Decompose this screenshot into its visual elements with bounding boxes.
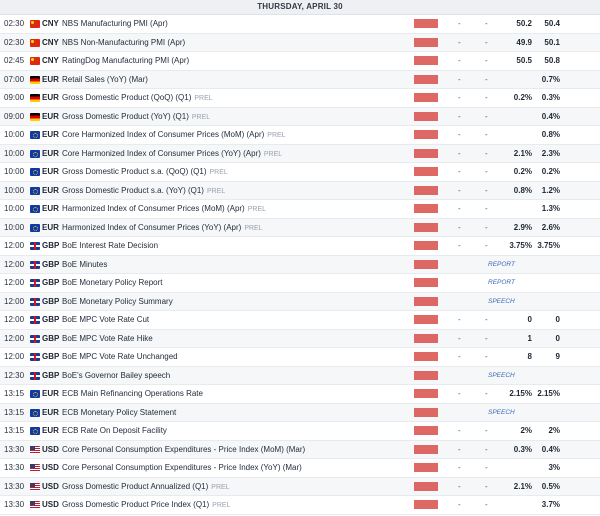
impact-bar bbox=[414, 167, 438, 176]
event-title[interactable]: NBS Manufacturing PMI (Apr) bbox=[62, 19, 168, 28]
previous-value: - bbox=[458, 463, 461, 472]
event-time: 13:30 bbox=[4, 463, 25, 472]
event-name[interactable] bbox=[62, 15, 168, 33]
forecast-value: 9 bbox=[555, 352, 560, 361]
impact-bar bbox=[414, 38, 438, 47]
event-name[interactable] bbox=[62, 367, 170, 385]
impact-bar bbox=[414, 500, 438, 509]
previous-value: - bbox=[458, 74, 461, 84]
actual-value: 50.2 bbox=[516, 19, 532, 28]
event-title[interactable]: Gross Domestic Product (QoQ) (Q1) bbox=[62, 93, 192, 102]
event-time: 10:00 bbox=[4, 204, 25, 213]
previous-value: - bbox=[458, 111, 461, 121]
event-time: 12:00 bbox=[4, 352, 25, 361]
currency-code: GBP bbox=[42, 315, 60, 324]
previous-value: - bbox=[458, 204, 461, 213]
event-title[interactable]: Core Personal Consumption Expenditures - Price Index (MoM) (Mar) bbox=[62, 444, 306, 454]
currency-code: USD bbox=[42, 463, 59, 472]
event-name[interactable] bbox=[62, 256, 107, 274]
consensus-value: - bbox=[485, 222, 488, 232]
currency-code: GBP bbox=[42, 259, 60, 269]
event-type-badge: SPEECH bbox=[488, 297, 515, 305]
currency-code: EUR bbox=[42, 426, 59, 435]
consensus-value: - bbox=[485, 37, 488, 47]
event-time: 09:00 bbox=[4, 93, 25, 102]
actual-value: 0.3% bbox=[513, 444, 532, 454]
consensus-value: - bbox=[485, 56, 488, 65]
event-type-badge: REPORT bbox=[488, 260, 515, 268]
event-row[interactable] bbox=[0, 89, 600, 108]
event-title[interactable]: Gross Domestic Product Annualized (Q1) bbox=[62, 481, 209, 491]
actual-value: 50.5 bbox=[516, 56, 532, 65]
impact-bar bbox=[414, 56, 438, 65]
event-name[interactable] bbox=[62, 108, 210, 126]
event-title[interactable]: Gross Domestic Product s.a. (QoQ) (Q1) bbox=[62, 167, 207, 176]
event-time: 12:00 bbox=[4, 278, 25, 287]
actual-value bbox=[492, 496, 532, 514]
event-name[interactable] bbox=[62, 89, 213, 107]
event-row[interactable] bbox=[0, 311, 600, 330]
consensus-value: - bbox=[485, 352, 488, 361]
impact-bar bbox=[414, 223, 438, 232]
forecast-value: 0 bbox=[555, 333, 560, 343]
event-title[interactable]: Gross Domestic Product Price Index (Q1) bbox=[62, 500, 210, 509]
event-time: 12:00 bbox=[4, 296, 25, 306]
currency-code: EUR bbox=[42, 407, 59, 417]
currency-code: EUR bbox=[42, 111, 59, 121]
forecast-value: 2.3% bbox=[541, 148, 560, 158]
event-row[interactable] bbox=[0, 348, 600, 367]
event-row[interactable] bbox=[0, 478, 600, 497]
event-time: 13:30 bbox=[4, 500, 25, 509]
prelim-tag: PREL bbox=[191, 113, 211, 121]
event-row[interactable] bbox=[0, 126, 600, 145]
currency-code: USD bbox=[42, 500, 59, 509]
consensus-value: - bbox=[485, 463, 488, 472]
event-title[interactable]: NBS Non-Manufacturing PMI (Apr) bbox=[62, 37, 186, 47]
actual-value bbox=[492, 71, 532, 89]
consensus-value: - bbox=[485, 148, 488, 158]
country-flag-icon bbox=[30, 20, 40, 28]
country-flag-icon bbox=[30, 446, 40, 454]
event-row[interactable] bbox=[0, 34, 600, 53]
forecast-value: 1.2% bbox=[541, 185, 560, 195]
impact-bar bbox=[414, 315, 438, 324]
forecast-value: 0.2% bbox=[541, 167, 560, 176]
actual-value: 0.8% bbox=[513, 185, 532, 195]
impact-bar bbox=[414, 297, 438, 306]
currency-code: GBP bbox=[42, 333, 60, 343]
country-flag-icon bbox=[30, 353, 40, 361]
event-row[interactable] bbox=[0, 459, 600, 478]
actual-value: 3.75% bbox=[509, 241, 532, 250]
event-time: 10:00 bbox=[4, 148, 25, 158]
event-type-badge: REPORT bbox=[488, 279, 515, 286]
currency-code: EUR bbox=[42, 93, 59, 102]
previous-value: - bbox=[458, 148, 461, 158]
country-flag-icon bbox=[30, 483, 40, 491]
event-name[interactable] bbox=[62, 126, 286, 144]
event-name[interactable] bbox=[62, 441, 305, 459]
event-row[interactable] bbox=[0, 237, 600, 256]
previous-value: - bbox=[458, 315, 461, 324]
event-time: 13:30 bbox=[4, 444, 25, 454]
previous-value: - bbox=[458, 222, 461, 232]
previous-value: - bbox=[458, 389, 461, 398]
country-flag-icon bbox=[30, 427, 40, 435]
forecast-value: 50.4 bbox=[544, 19, 560, 28]
country-flag-icon bbox=[30, 76, 40, 84]
prelim-tag: PREL bbox=[212, 502, 231, 509]
consensus-value: - bbox=[485, 500, 488, 509]
event-name[interactable] bbox=[62, 145, 282, 163]
event-title[interactable]: Core Harmonized Index of Consumer Prices (MoM) (Apr) bbox=[62, 130, 265, 139]
event-title[interactable]: BoE MPC Vote Rate Hike bbox=[62, 333, 153, 343]
event-time: 10:00 bbox=[4, 130, 25, 139]
event-time: 02:30 bbox=[4, 37, 25, 47]
event-title[interactable]: BoE MPC Vote Rate Unchanged bbox=[62, 352, 178, 361]
event-time: 12:00 bbox=[4, 259, 25, 269]
event-time: 13:15 bbox=[4, 389, 25, 398]
event-time: 13:30 bbox=[4, 481, 25, 491]
impact-bar bbox=[414, 75, 438, 84]
previous-value: - bbox=[458, 19, 461, 28]
impact-bar bbox=[414, 186, 438, 195]
event-name[interactable] bbox=[62, 496, 230, 514]
consensus-value: - bbox=[485, 167, 488, 176]
event-row[interactable] bbox=[0, 274, 600, 293]
impact-bar bbox=[414, 260, 438, 269]
currency-code: EUR bbox=[42, 204, 59, 213]
prelim-tag: PREL bbox=[247, 206, 267, 213]
event-type-badge: SPEECH bbox=[488, 408, 515, 416]
currency-code: EUR bbox=[42, 167, 59, 176]
impact-bar bbox=[414, 149, 438, 158]
forecast-value: 0.8% bbox=[541, 130, 560, 139]
event-title[interactable]: ECB Monetary Policy Statement bbox=[62, 407, 177, 417]
consensus-value: - bbox=[485, 111, 488, 121]
currency-code: EUR bbox=[42, 148, 59, 158]
impact-bar bbox=[414, 278, 438, 287]
consensus-value: - bbox=[485, 444, 488, 454]
event-row[interactable] bbox=[0, 145, 600, 164]
forecast-value: 0.3% bbox=[541, 93, 560, 102]
event-time: 13:15 bbox=[4, 407, 25, 417]
event-name[interactable] bbox=[62, 348, 178, 366]
country-flag-icon bbox=[30, 464, 40, 472]
currency-code: GBP bbox=[42, 241, 60, 250]
event-time: 10:00 bbox=[4, 167, 25, 176]
event-name[interactable] bbox=[62, 182, 225, 200]
event-row[interactable] bbox=[0, 496, 600, 515]
actual-value: 8 bbox=[527, 352, 532, 361]
country-flag-icon bbox=[30, 224, 40, 232]
event-name[interactable] bbox=[62, 34, 185, 52]
event-row[interactable] bbox=[0, 330, 600, 349]
previous-value: - bbox=[458, 444, 461, 454]
country-flag-icon bbox=[30, 57, 40, 65]
impact-bar bbox=[414, 19, 438, 28]
consensus-value: - bbox=[485, 93, 488, 102]
event-time: 13:15 bbox=[4, 426, 25, 435]
impact-bar bbox=[414, 130, 438, 139]
currency-code: GBP bbox=[42, 278, 60, 287]
event-name[interactable] bbox=[62, 200, 266, 218]
prelim-tag: PREL bbox=[263, 150, 283, 158]
previous-value: - bbox=[458, 500, 461, 509]
event-type-badge: SPEECH bbox=[488, 371, 515, 379]
forecast-value: 3.75% bbox=[537, 241, 560, 250]
forecast-value: 0 bbox=[555, 315, 560, 324]
forecast-value: 1.3% bbox=[541, 204, 560, 213]
event-title[interactable]: Harmonized Index of Consumer Prices (MoM) (Apr) bbox=[62, 204, 245, 213]
event-row[interactable] bbox=[0, 293, 600, 312]
event-title[interactable]: BoE Interest Rate Decision bbox=[62, 241, 159, 250]
impact-bar bbox=[414, 334, 438, 343]
country-flag-icon bbox=[30, 131, 40, 139]
event-title[interactable]: ECB Rate On Deposit Facility bbox=[62, 426, 167, 435]
currency-code: GBP bbox=[42, 370, 60, 380]
day-header: THURSDAY, APRIL 30 bbox=[0, 0, 600, 15]
consensus-value: - bbox=[485, 130, 488, 139]
actual-value: 2.9% bbox=[513, 222, 532, 232]
event-name[interactable] bbox=[62, 311, 149, 329]
currency-code: EUR bbox=[42, 130, 59, 139]
previous-value: - bbox=[458, 352, 461, 361]
previous-value: - bbox=[458, 56, 461, 65]
event-time: 09:00 bbox=[4, 111, 25, 121]
impact-bar bbox=[414, 93, 438, 102]
event-time: 12:00 bbox=[4, 315, 25, 324]
country-flag-icon bbox=[30, 39, 40, 47]
event-title[interactable]: Core Harmonized Index of Consumer Prices (YoY) (Apr) bbox=[62, 148, 261, 158]
event-name[interactable] bbox=[62, 478, 230, 496]
impact-bar bbox=[414, 389, 438, 398]
forecast-value: 0.4% bbox=[541, 111, 560, 121]
forecast-value: 0.7% bbox=[541, 74, 560, 84]
prelim-tag: PREL bbox=[211, 483, 230, 491]
event-name[interactable] bbox=[62, 219, 263, 237]
event-name[interactable] bbox=[62, 274, 163, 292]
event-row[interactable] bbox=[0, 219, 600, 238]
previous-value: - bbox=[458, 185, 461, 195]
currency-code: EUR bbox=[42, 185, 59, 195]
consensus-value: - bbox=[485, 19, 488, 28]
event-row[interactable] bbox=[0, 385, 600, 404]
actual-value bbox=[492, 108, 532, 126]
country-flag-icon bbox=[30, 501, 40, 509]
country-flag-icon bbox=[30, 372, 40, 380]
impact-bar bbox=[414, 445, 438, 454]
country-flag-icon bbox=[30, 261, 40, 269]
event-row[interactable] bbox=[0, 15, 600, 34]
event-time: 10:00 bbox=[4, 222, 25, 232]
event-time: 02:45 bbox=[4, 56, 25, 65]
country-flag-icon bbox=[30, 168, 40, 176]
event-title[interactable]: ECB Main Refinancing Operations Rate bbox=[62, 389, 203, 398]
actual-value: 2.1% bbox=[513, 148, 532, 158]
prelim-tag: PREL bbox=[194, 95, 213, 102]
event-name[interactable] bbox=[62, 385, 203, 403]
impact-bar bbox=[414, 371, 438, 380]
event-title[interactable]: BoE MPC Vote Rate Cut bbox=[62, 315, 150, 324]
forecast-value: 3% bbox=[548, 463, 560, 472]
currency-code: CNY bbox=[42, 37, 59, 47]
event-row[interactable] bbox=[0, 52, 600, 71]
currency-code: GBP bbox=[42, 352, 60, 361]
event-title[interactable]: BoE Monetary Policy Report bbox=[62, 278, 163, 287]
event-title[interactable]: RatingDog Manufacturing PMI (Apr) bbox=[62, 56, 190, 65]
country-flag-icon bbox=[30, 298, 40, 306]
event-title[interactable]: Gross Domestic Product s.a. (YoY) (Q1) bbox=[62, 185, 204, 195]
impact-bar bbox=[414, 112, 438, 121]
event-name[interactable] bbox=[62, 163, 228, 181]
event-row[interactable] bbox=[0, 404, 600, 423]
event-list bbox=[0, 15, 600, 515]
event-time: 12:00 bbox=[4, 333, 25, 343]
currency-code: CNY bbox=[42, 19, 59, 28]
actual-value: 2.15% bbox=[509, 389, 532, 398]
event-row[interactable] bbox=[0, 200, 600, 219]
previous-value: - bbox=[458, 333, 461, 343]
event-time: 12:30 bbox=[4, 370, 25, 380]
impact-bar bbox=[414, 241, 438, 250]
country-flag-icon bbox=[30, 279, 40, 287]
event-title[interactable]: BoE's Governor Bailey speech bbox=[62, 370, 171, 380]
forecast-value: 50.8 bbox=[544, 56, 560, 65]
event-name[interactable] bbox=[62, 237, 158, 255]
event-name[interactable] bbox=[62, 330, 153, 348]
previous-value: - bbox=[458, 93, 461, 102]
currency-code: EUR bbox=[42, 389, 59, 398]
event-time: 07:00 bbox=[4, 74, 25, 84]
impact-bar bbox=[414, 426, 438, 435]
forecast-value: 2.6% bbox=[541, 222, 560, 232]
currency-code: USD bbox=[42, 444, 59, 454]
actual-value: 2.1% bbox=[513, 481, 532, 491]
consensus-value: - bbox=[485, 185, 488, 195]
currency-code: EUR bbox=[42, 74, 59, 84]
consensus-value: - bbox=[485, 333, 488, 343]
impact-bar bbox=[414, 408, 438, 417]
previous-value: - bbox=[458, 37, 461, 47]
event-time: 02:30 bbox=[4, 19, 25, 28]
event-name[interactable] bbox=[62, 404, 176, 422]
currency-code: GBP bbox=[42, 296, 60, 306]
country-flag-icon bbox=[30, 205, 40, 213]
event-row[interactable] bbox=[0, 256, 600, 275]
impact-bar bbox=[414, 204, 438, 213]
consensus-value: - bbox=[485, 315, 488, 324]
consensus-value: - bbox=[485, 426, 488, 435]
country-flag-icon bbox=[30, 316, 40, 324]
event-title[interactable]: BoE Minutes bbox=[62, 259, 108, 269]
country-flag-icon bbox=[30, 150, 40, 158]
consensus-value: - bbox=[485, 74, 488, 84]
currency-code: USD bbox=[42, 481, 59, 491]
consensus-value: - bbox=[485, 481, 488, 491]
actual-value: 2% bbox=[520, 426, 532, 435]
forecast-value: 0.4% bbox=[541, 444, 560, 454]
event-title[interactable]: Retail Sales (YoY) (Mar) bbox=[62, 74, 148, 84]
event-name[interactable] bbox=[62, 52, 189, 70]
country-flag-icon bbox=[30, 335, 40, 343]
prelim-tag: PREL bbox=[244, 224, 263, 232]
country-flag-icon bbox=[30, 187, 40, 195]
previous-value: - bbox=[458, 481, 461, 491]
prelim-tag: PREL bbox=[267, 132, 286, 139]
event-title[interactable]: BoE Monetary Policy Summary bbox=[62, 296, 173, 306]
event-row[interactable] bbox=[0, 71, 600, 90]
actual-value: 0.2% bbox=[513, 93, 532, 102]
event-row[interactable] bbox=[0, 441, 600, 460]
event-time: 12:00 bbox=[4, 241, 25, 250]
prelim-tag: PREL bbox=[206, 187, 226, 195]
forecast-value: 0.5% bbox=[541, 481, 560, 491]
previous-value: - bbox=[458, 130, 461, 139]
consensus-value: - bbox=[485, 204, 488, 213]
actual-value: 49.9 bbox=[516, 37, 532, 47]
consensus-value: - bbox=[485, 241, 488, 250]
currency-code: EUR bbox=[42, 222, 59, 232]
impact-bar bbox=[414, 463, 438, 472]
event-row[interactable] bbox=[0, 182, 600, 201]
event-row[interactable] bbox=[0, 163, 600, 182]
event-name[interactable] bbox=[62, 422, 167, 440]
forecast-value: 2.15% bbox=[537, 389, 560, 398]
event-name[interactable] bbox=[62, 459, 302, 477]
event-title[interactable]: Harmonized Index of Consumer Prices (YoY) (Apr) bbox=[62, 222, 242, 232]
country-flag-icon bbox=[30, 94, 40, 102]
event-time: 10:00 bbox=[4, 185, 25, 195]
previous-value: - bbox=[458, 426, 461, 435]
country-flag-icon bbox=[30, 113, 40, 121]
actual-value: 0.2% bbox=[513, 167, 532, 176]
event-title[interactable]: Gross Domestic Product (YoY) (Q1) bbox=[62, 111, 189, 121]
country-flag-icon bbox=[30, 409, 40, 417]
event-name[interactable] bbox=[62, 71, 148, 89]
prelim-tag: PREL bbox=[209, 169, 228, 176]
actual-value: 1 bbox=[527, 333, 532, 343]
event-title[interactable]: Core Personal Consumption Expenditures - Price Index (YoY) (Mar) bbox=[62, 463, 302, 472]
actual-value: 0 bbox=[527, 315, 532, 324]
previous-value: - bbox=[458, 167, 461, 176]
forecast-value: 2% bbox=[548, 426, 560, 435]
event-row[interactable] bbox=[0, 422, 600, 441]
event-row[interactable] bbox=[0, 108, 600, 127]
country-flag-icon bbox=[30, 242, 40, 250]
currency-code: CNY bbox=[42, 56, 59, 65]
forecast-value: 50.1 bbox=[544, 37, 560, 47]
impact-bar bbox=[414, 352, 438, 361]
forecast-value: 3.7% bbox=[541, 500, 560, 509]
event-name[interactable] bbox=[62, 293, 173, 311]
country-flag-icon bbox=[30, 390, 40, 398]
actual-value bbox=[492, 459, 532, 477]
event-row[interactable] bbox=[0, 367, 600, 386]
actual-value bbox=[492, 200, 532, 218]
impact-bar bbox=[414, 482, 438, 491]
actual-value bbox=[492, 126, 532, 144]
previous-value: - bbox=[458, 241, 461, 250]
consensus-value: - bbox=[485, 389, 488, 398]
